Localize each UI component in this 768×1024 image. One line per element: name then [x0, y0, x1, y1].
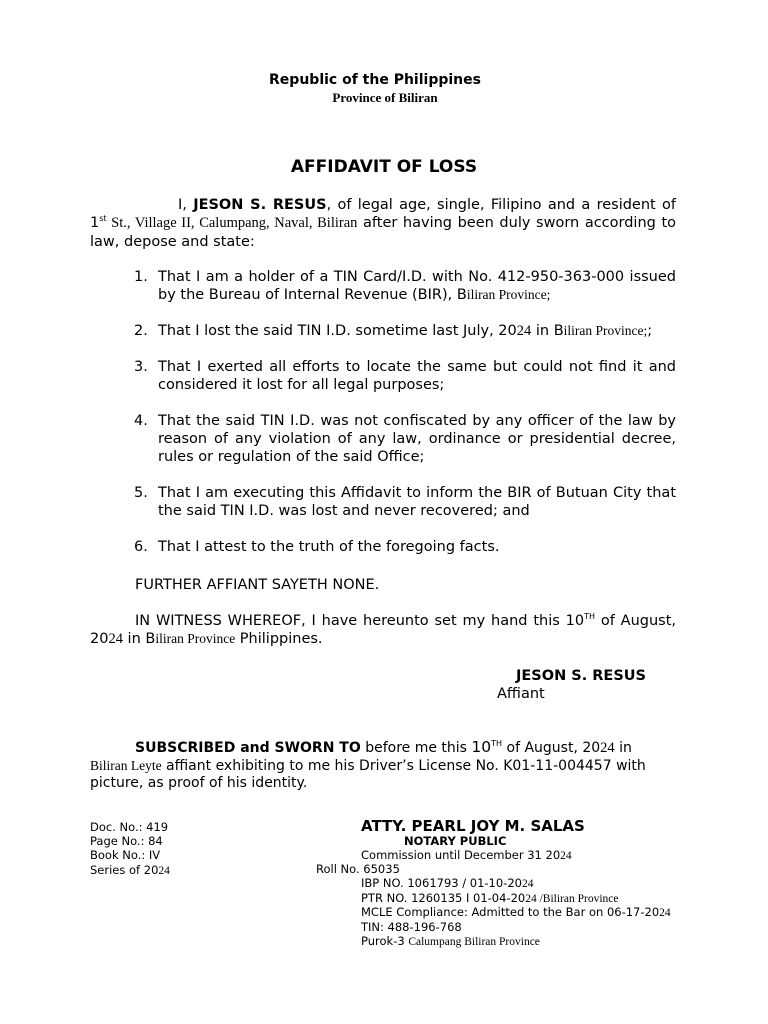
list-item-number: 3.	[134, 358, 148, 375]
document-title: AFFIDAVIT OF LOSS	[290, 157, 478, 177]
jurat-text-4: affiant exhibiting to me his Driver’s License No. K01-11-004457 with picture, as proof of his identity.	[90, 758, 646, 791]
jurat-text-2: of August, 20	[502, 740, 601, 756]
jurat-place: Biliran Leyte	[90, 758, 162, 773]
witness-year: 24	[108, 631, 123, 648]
statement-list	[90, 268, 676, 574]
jurat-text-1: before me this	[360, 740, 472, 756]
intro-text-1: I,	[178, 197, 194, 213]
notary-ibp	[361, 877, 671, 892]
ptr-place: 24 /Biliran Province	[525, 892, 619, 905]
commission-text: Commission until December 31 20	[361, 848, 561, 862]
list-item-number: 5.	[134, 484, 148, 501]
ptr-text: PTR NO. 1260135 I 01-04-20	[361, 890, 526, 905]
book-no: Book No.: IV	[90, 848, 161, 863]
notary-ptr	[361, 892, 671, 907]
notary-details	[361, 849, 671, 949]
witness-text-2: of August, 20	[90, 613, 677, 648]
list-item-place: iliran Province;	[563, 322, 648, 338]
intro-text-3: St., Village II,	[106, 215, 200, 232]
list-item-number: 6.	[134, 538, 148, 555]
list-item	[90, 484, 676, 521]
list-item-text: That I am executing this Affidavit to inform the BIR of Butuan City that the said TIN I.D. was lost and never recovered; and	[158, 484, 676, 520]
witness-day-sup: TH	[584, 612, 595, 621]
list-item-text: That I lost the said TIN I.D. sometime last July, 20	[158, 322, 517, 339]
address-place: Calumpang Biliran Province	[408, 935, 540, 948]
affiant-label: Affiant	[497, 686, 545, 702]
affiant-signature-name: JESON S. RESUS	[516, 668, 646, 684]
document-registry	[90, 820, 170, 878]
list-item-text-3: ;	[647, 322, 653, 339]
series-year: 24	[158, 864, 170, 877]
intro-text-4: after having been duly sworn according to law, depose and state:	[90, 215, 677, 250]
series	[90, 863, 170, 878]
mcle-text: MCLE Compliance: Admitted to the Bar on 06-17-20	[361, 905, 660, 920]
affiant-name-inline: JESON S. RESUS	[193, 197, 327, 213]
page-no: Page No.: 84	[90, 834, 163, 849]
jurat-text-3: in	[614, 740, 632, 756]
jurat-paragraph	[90, 739, 690, 792]
mcle-year: 24	[659, 907, 671, 920]
notary-roll-spacer	[361, 864, 671, 878]
ibp-year: 24	[521, 878, 534, 891]
list-item-place: iliran Province;	[466, 287, 551, 303]
jurat-day: 10	[471, 738, 492, 756]
notary-commission	[361, 849, 671, 864]
list-item-number: 4.	[134, 412, 148, 429]
list-item-text-2: in B	[531, 322, 564, 339]
list-item-text: That I attest to the truth of the foregoing facts.	[158, 538, 500, 555]
header-republic: Republic of the Philippines	[269, 72, 481, 88]
commission-year: 24	[560, 850, 572, 862]
list-item-text: That I exerted all efforts to locate the same but could not find it and considered it lost for all legal purposes;	[158, 358, 676, 393]
jurat-day-sup: TH	[491, 739, 503, 748]
notary-title: NOTARY PUBLIC	[404, 834, 507, 848]
address-purok: Purok-3	[361, 933, 409, 948]
witness-text-3: in B	[122, 631, 156, 648]
witness-paragraph	[90, 612, 676, 649]
series-label: Series of 20	[90, 862, 159, 877]
list-item-number: 1.	[134, 269, 148, 285]
notary-tin: TIN: 488-196-768	[361, 919, 462, 934]
list-item	[90, 322, 676, 340]
list-item	[90, 268, 676, 305]
intro-text-2: , of legal age, single, Filipino and a resident of 1	[90, 197, 677, 232]
intro-residence: Calumpang, Naval, Biliran	[199, 215, 358, 232]
list-item-text: That I am a holder of a TIN Card/I.D. with No. 412-950-363-000 issued by the Bureau of Internal Revenue (BIR), B	[158, 269, 676, 304]
witness-text-1: IN WITNESS WHEREOF, I have hereunto set my hand this 10	[135, 613, 585, 629]
notary-mcle	[361, 906, 671, 921]
list-item-text: That the said TIN I.D. was not confiscated by any officer of the law by reason of any violation of any law, ordinance or presidential decree, rules or regulation of the said Office;	[158, 412, 676, 466]
list-item	[90, 538, 676, 556]
jurat-year: 24	[600, 740, 615, 756]
list-item	[90, 412, 676, 467]
witness-place: iliran Province	[155, 631, 236, 647]
header-province: Province of Biliran	[332, 90, 438, 105]
notary-roll-no: Roll No. 65035	[316, 862, 400, 876]
list-item-number: 2.	[134, 322, 148, 339]
jurat-rest	[90, 757, 690, 792]
list-item	[90, 358, 676, 395]
notary-address	[361, 935, 671, 950]
ibp-text: IBP NO. 1061793 / 01-10-20	[361, 876, 522, 891]
jurat-bold: SUBSCRIBED and SWORN TO	[135, 740, 361, 756]
further-affiant-statement: FURTHER AFFIANT SAYETH NONE.	[135, 577, 380, 593]
witness-text-4: Philippines.	[235, 631, 323, 648]
list-item-year: 24	[516, 322, 532, 339]
intro-paragraph	[90, 196, 676, 251]
jurat-first-line	[90, 739, 690, 757]
notary-name: ATTY. PEARL JOY M. SALAS	[361, 817, 585, 835]
doc-no: Doc. No.: 419	[90, 820, 169, 834]
intro-ordinal-sup: st	[99, 214, 107, 224]
